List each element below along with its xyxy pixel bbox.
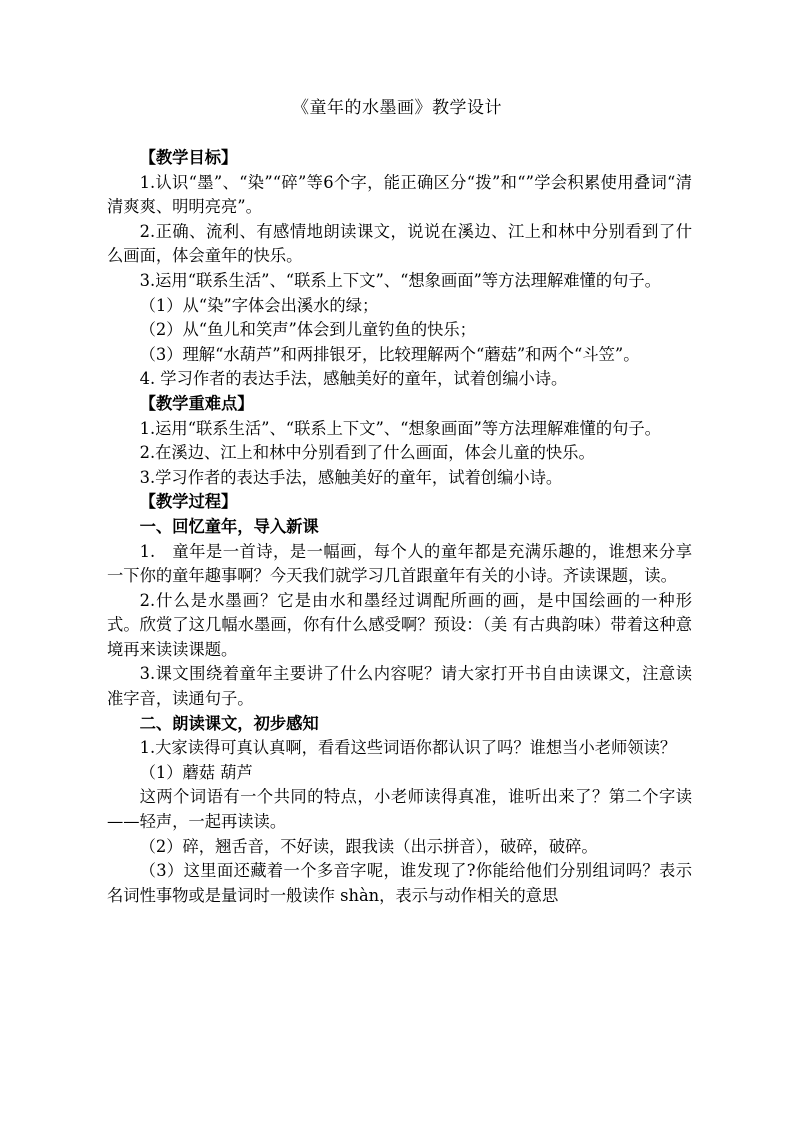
paragraph: 2.正确、流利、有感情地朗读课文，说说在溪边、江上和林中分别看到了什么画面，体会童年的快乐。 bbox=[107, 221, 692, 266]
paragraph: 这两个词语有一个共同的特点，小老师读得真准，谁听出来了？第二个字读——轻声，一起再读读。 bbox=[107, 787, 692, 832]
paragraph: （2）碎，翘舌音，不好读，跟我读（出示拼音），破碎，破碎。 bbox=[139, 836, 598, 856]
paragraph: 3.运用“联系生活”、“联系上下文”、“想象画面”等方法理解难懂的句子。 bbox=[139, 270, 661, 290]
paragraph: 4. 学习作者的表达手法，感触美好的童年，试着创编小诗。 bbox=[139, 369, 568, 389]
paragraph: 3.学习作者的表达手法，感触美好的童年，试着创编小诗。 bbox=[139, 467, 563, 487]
paragraph: （1）蘑菇 葫芦 bbox=[139, 762, 253, 782]
paragraph: （2）从“鱼儿和笑声”体会到儿童钓鱼的快乐； bbox=[139, 320, 476, 340]
paragraph: （1）从“染”字体会出溪水的绿； bbox=[139, 295, 379, 315]
paragraph: 1.大家读得可真认真啊，看看这些词语你都认识了吗？谁想当小老师领读？ bbox=[139, 738, 677, 758]
section-heading: 一、回忆童年，导入新课 bbox=[139, 516, 319, 536]
paragraph: 1. 童年是一首诗，是一幅画，每个人的童年都是充满乐趣的，谁想来分享一下你的童年趣事啊？今天我们就学习几首跟童年有关的小诗。齐读课题，读。 bbox=[107, 541, 692, 586]
section-heading: 【教学过程】 bbox=[139, 492, 238, 512]
paragraph: 3.课文围绕着童年主要讲了什么内容呢？请大家打开书自由读课文，注意读准字音，读通句子。 bbox=[107, 664, 692, 709]
section-heading: 二、朗读课文，初步感知 bbox=[139, 713, 319, 733]
document-title: 《童年的水墨画》教学设计 bbox=[292, 98, 502, 118]
paragraph: 1.认识“墨”、“染”“碎”等6个字，能正确区分“拨”和“”学会积累使用叠词“清清爽爽、明明亮亮”。 bbox=[107, 172, 692, 217]
document-body bbox=[107, 146, 692, 908]
section-heading: 【教学目标】 bbox=[139, 148, 238, 167]
paragraph: 2.在溪边、江上和林中分别看到了什么画面，体会儿童的快乐。 bbox=[139, 443, 595, 463]
paragraph: 1.运用“联系生活”、“联系上下文”、“想象画面”等方法理解难懂的句子。 bbox=[139, 418, 661, 438]
section-heading: 【教学重难点】 bbox=[139, 393, 254, 413]
paragraph: （3）理解“水葫芦”和两排银牙，比较理解两个“蘑菇”和两个“斗笠”。 bbox=[139, 344, 640, 364]
paragraph: （3）这里面还藏着一个多音字呢，谁发现了?你能给他们分别组词吗？表示名词性事物或是量词时一般读作 shàn，表示与动作相关的意思 bbox=[107, 861, 692, 905]
paragraph: 2.什么是水墨画？它是由水和墨经过调配所画的画，是中国绘画的一种形式。欣赏了这几幅水墨画，你有什么感受啊？预设：（美 有古典韵味）带着这种意境再来读读课题。 bbox=[107, 590, 692, 659]
